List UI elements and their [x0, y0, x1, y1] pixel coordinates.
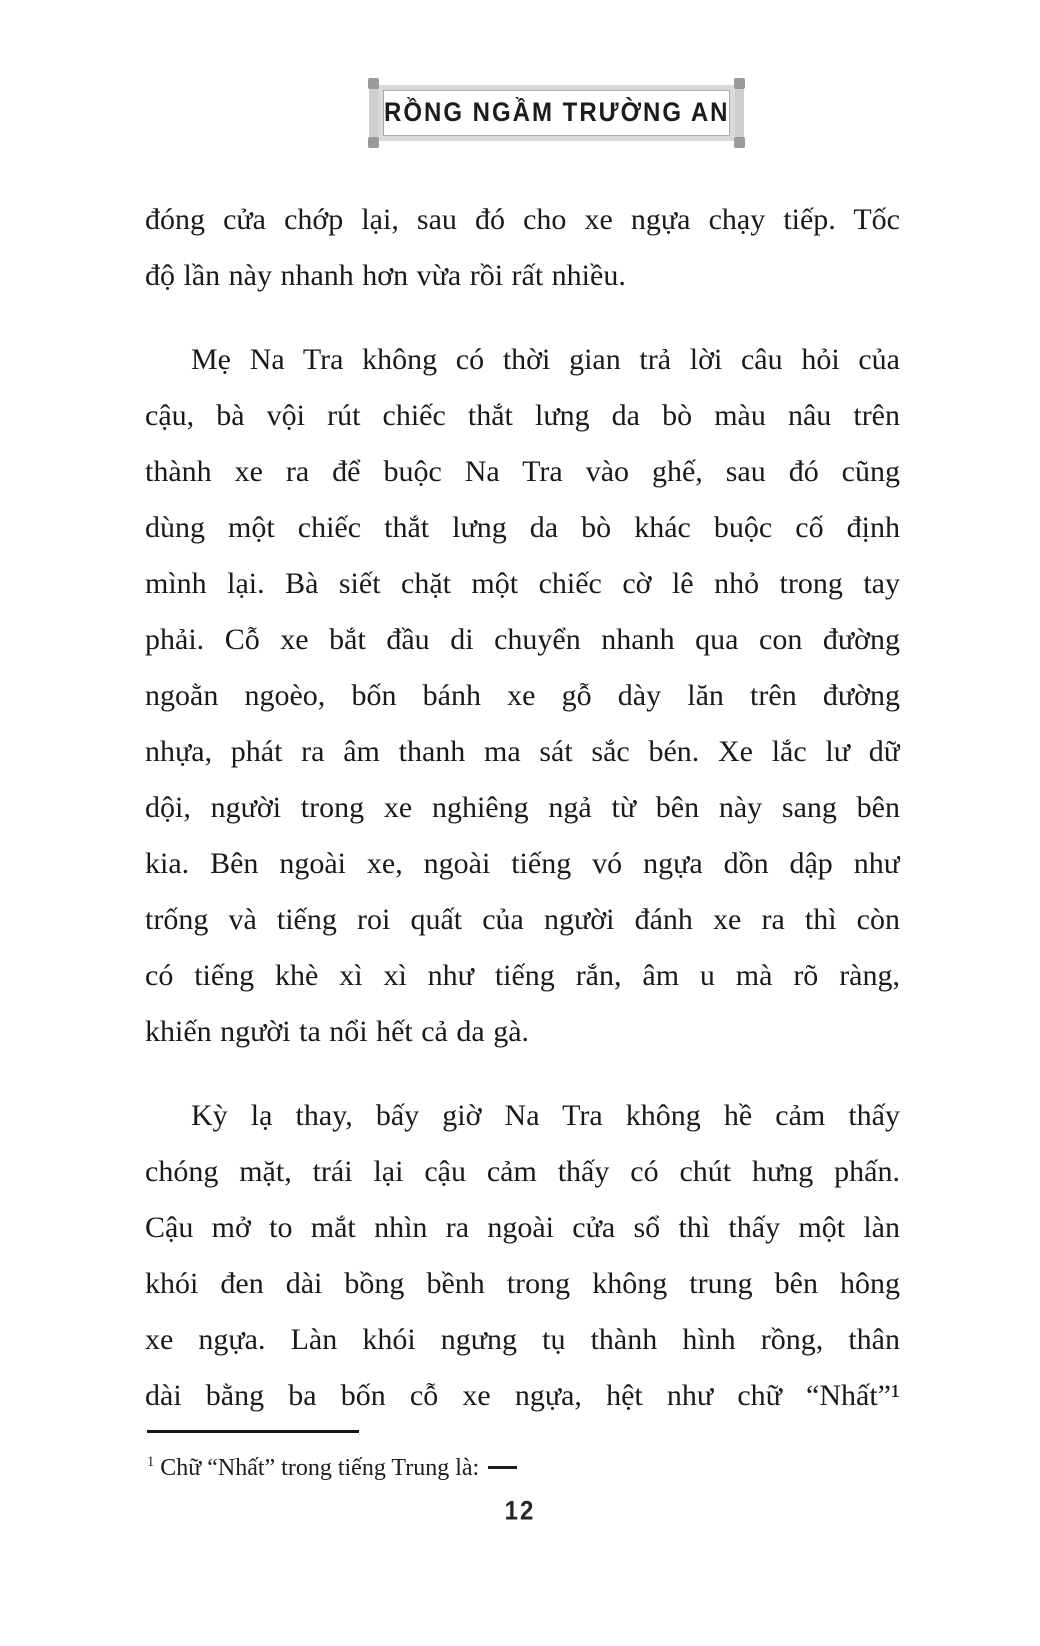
body-text [0, 192, 1040, 1424]
text-line: nhựa, phát ra âm thanh ma sát sắc bén. Xe lắc lư dữ [145, 735, 900, 768]
text-line: khói đen dài bồng bềnh trong không trung bên hông [145, 1267, 900, 1300]
chapter-header-banner [369, 78, 730, 148]
text-line: mình lại. Bà siết chặt một chiếc cờ lê nhỏ trong tay [145, 567, 900, 600]
footnote [147, 1445, 1040, 1485]
text-line: kia. Bên ngoài xe, ngoài tiếng vó ngựa dồn dập như [145, 847, 900, 880]
scroll-rod-left [369, 78, 378, 148]
text-line: độ lần này nhanh hơn vừa rồi rất nhiều. [145, 259, 626, 292]
scroll-banner-inner [383, 90, 730, 136]
text-line: trống và tiếng roi quất của người đánh xe ra thì còn [145, 903, 900, 936]
text-line: thành xe ra để buộc Na Tra vào ghế, sau đó cũng [145, 455, 900, 488]
text-line: chóng mặt, trái lại cậu cảm thấy có chút hưng phấn. [145, 1155, 900, 1188]
text-line: Mẹ Na Tra không có thời gian trả lời câu hỏi của [191, 343, 900, 376]
page-number: 12 [504, 1496, 536, 1527]
text-line: khiến người ta nổi hết cả da gà. [145, 1015, 530, 1048]
text-line: Cậu mở to mắt nhìn ra ngoài cửa sổ thì thấy một làn [145, 1211, 900, 1244]
book-title: RỒNG NGẦM TRƯỜNG AN [384, 97, 730, 128]
paragraph [145, 332, 900, 1060]
scroll-rod-right [735, 78, 744, 148]
footnote-marker: 1 [147, 1454, 155, 1470]
text-line: dội, người trong xe nghiêng ngả từ bên này sang bên [145, 791, 900, 824]
paragraph [145, 192, 900, 304]
text-line: dùng một chiếc thắt lưng da bò khác buộc cố định [145, 511, 900, 544]
footnote-separator [147, 1430, 359, 1433]
text-line: dài bằng ba bốn cỗ xe ngựa, hệt như chữ “Nhất”¹ [145, 1379, 900, 1412]
text-line: có tiếng khè xì xì như tiếng rắn, âm u mà rõ ràng, [145, 959, 900, 992]
paragraph [145, 1088, 900, 1424]
text-line: xe ngựa. Làn khói ngưng tụ thành hình rồng, thân [145, 1323, 900, 1356]
scroll-rod-cap [368, 137, 379, 148]
scroll-rod-cap [368, 78, 379, 89]
text-line: Kỳ lạ thay, bấy giờ Na Tra không hề cảm thấy [191, 1099, 900, 1132]
scroll-rod-cap [734, 137, 745, 148]
text-line: ngoằn ngoèo, bốn bánh xe gỗ dày lăn trên đường [145, 679, 900, 712]
chinese-character-nhat [488, 1466, 517, 1469]
scroll-banner-frame [378, 85, 735, 141]
text-line: cậu, bà vội rút chiếc thắt lưng da bò màu nâu trên [145, 399, 900, 432]
text-line: đóng cửa chớp lại, sau đó cho xe ngựa chạy tiếp. Tốc [145, 203, 900, 236]
scroll-rod-cap [734, 78, 745, 89]
footnote-text: Chữ “Nhất” trong tiếng Trung là: [160, 1455, 480, 1481]
text-line: phải. Cỗ xe bắt đầu di chuyển nhanh qua con đường [145, 623, 900, 656]
